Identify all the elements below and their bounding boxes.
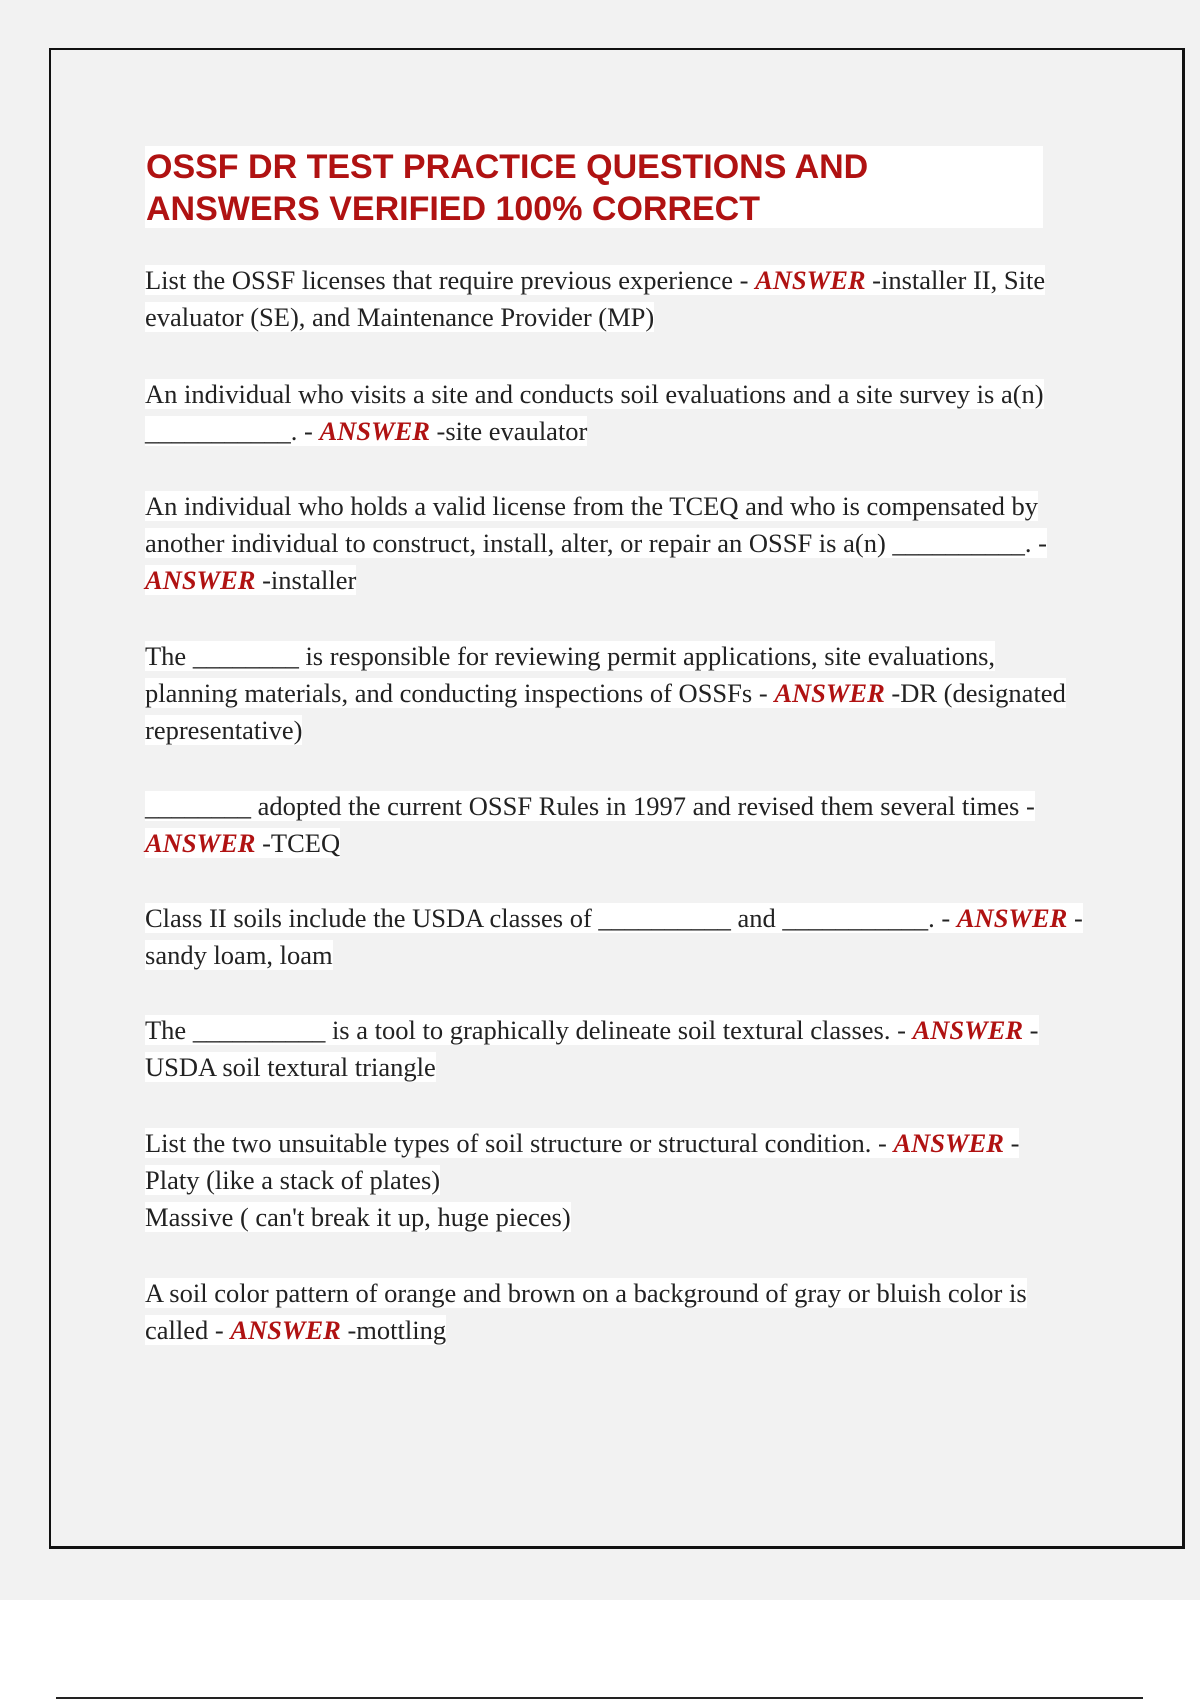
question-text: The ________ is responsible for reviewing permit applications, site evaluations, planning materials, and conducting inspections of OSSFs -	[145, 641, 996, 708]
answer-text: -TCEQ	[255, 828, 341, 858]
question-text: An individual who visits a site and conducts soil evaluations and a site survey is a(n) ___________. -	[145, 379, 1044, 446]
question-text: ________ adopted the current OSSF Rules in 1997 and revised them several times -	[145, 791, 1035, 821]
qa-item-3	[145, 488, 1090, 599]
answer-text: -installer II, Site evaluator (SE), and Maintenance Provider (MP)	[145, 265, 1046, 332]
answer-label: ANSWER	[912, 1015, 1024, 1045]
qa-item-4	[145, 638, 1090, 749]
qa-item-5	[145, 788, 1090, 862]
qa-item-7	[145, 1012, 1090, 1086]
answer-label: ANSWER	[893, 1128, 1004, 1158]
answer-text: -sandy loam, loam	[145, 903, 1083, 970]
answer-label: ANSWER	[319, 416, 430, 446]
answer-label: ANSWER	[145, 565, 256, 595]
qa-item-9	[145, 1275, 1090, 1349]
answer-text: -USDA soil textural triangle	[145, 1015, 1039, 1082]
question-text: A soil color pattern of orange and brown on a background of gray or bluish color is called -	[145, 1278, 1027, 1345]
question-text: Class II soils include the USDA classes of __________ and ___________. -	[145, 903, 957, 933]
question-text: An individual who holds a valid license from the TCEQ and who is compensated by another individual to construct, install, alter, or repair an OSSF is a(n) __________. -	[145, 491, 1047, 558]
qa-item-8	[145, 1125, 1090, 1236]
qa-item-2	[145, 376, 1090, 450]
qa-item-6	[145, 900, 1090, 974]
answer-label: ANSWER	[774, 678, 885, 708]
answer-text: - Platy (like a stack of plates) Massive ( can't break it up, huge pieces)	[145, 1128, 1020, 1232]
answer-label: ANSWER	[145, 828, 256, 858]
question-text: List the two unsuitable types of soil structure or structural condition. -	[145, 1128, 894, 1158]
answer-text: -mottling	[340, 1315, 447, 1345]
qa-item-1	[145, 262, 1090, 336]
answer-text: -DR (designated representative)	[145, 678, 1066, 745]
document-title: OSSF DR TEST PRACTICE QUESTIONS AND ANSWERS VERIFIED 100% CORRECT	[145, 146, 1043, 228]
answer-label: ANSWER	[755, 265, 866, 295]
question-text: The __________ is a tool to graphically delineate soil textural classes. -	[145, 1015, 913, 1045]
answer-label: ANSWER	[230, 1315, 341, 1345]
question-text: List the OSSF licenses that require previous experience -	[145, 265, 756, 295]
answer-text: -site evaulator	[429, 416, 588, 446]
answer-text: -installer	[255, 565, 357, 595]
answer-label: ANSWER	[956, 903, 1068, 933]
footer-divider	[56, 1697, 1143, 1699]
